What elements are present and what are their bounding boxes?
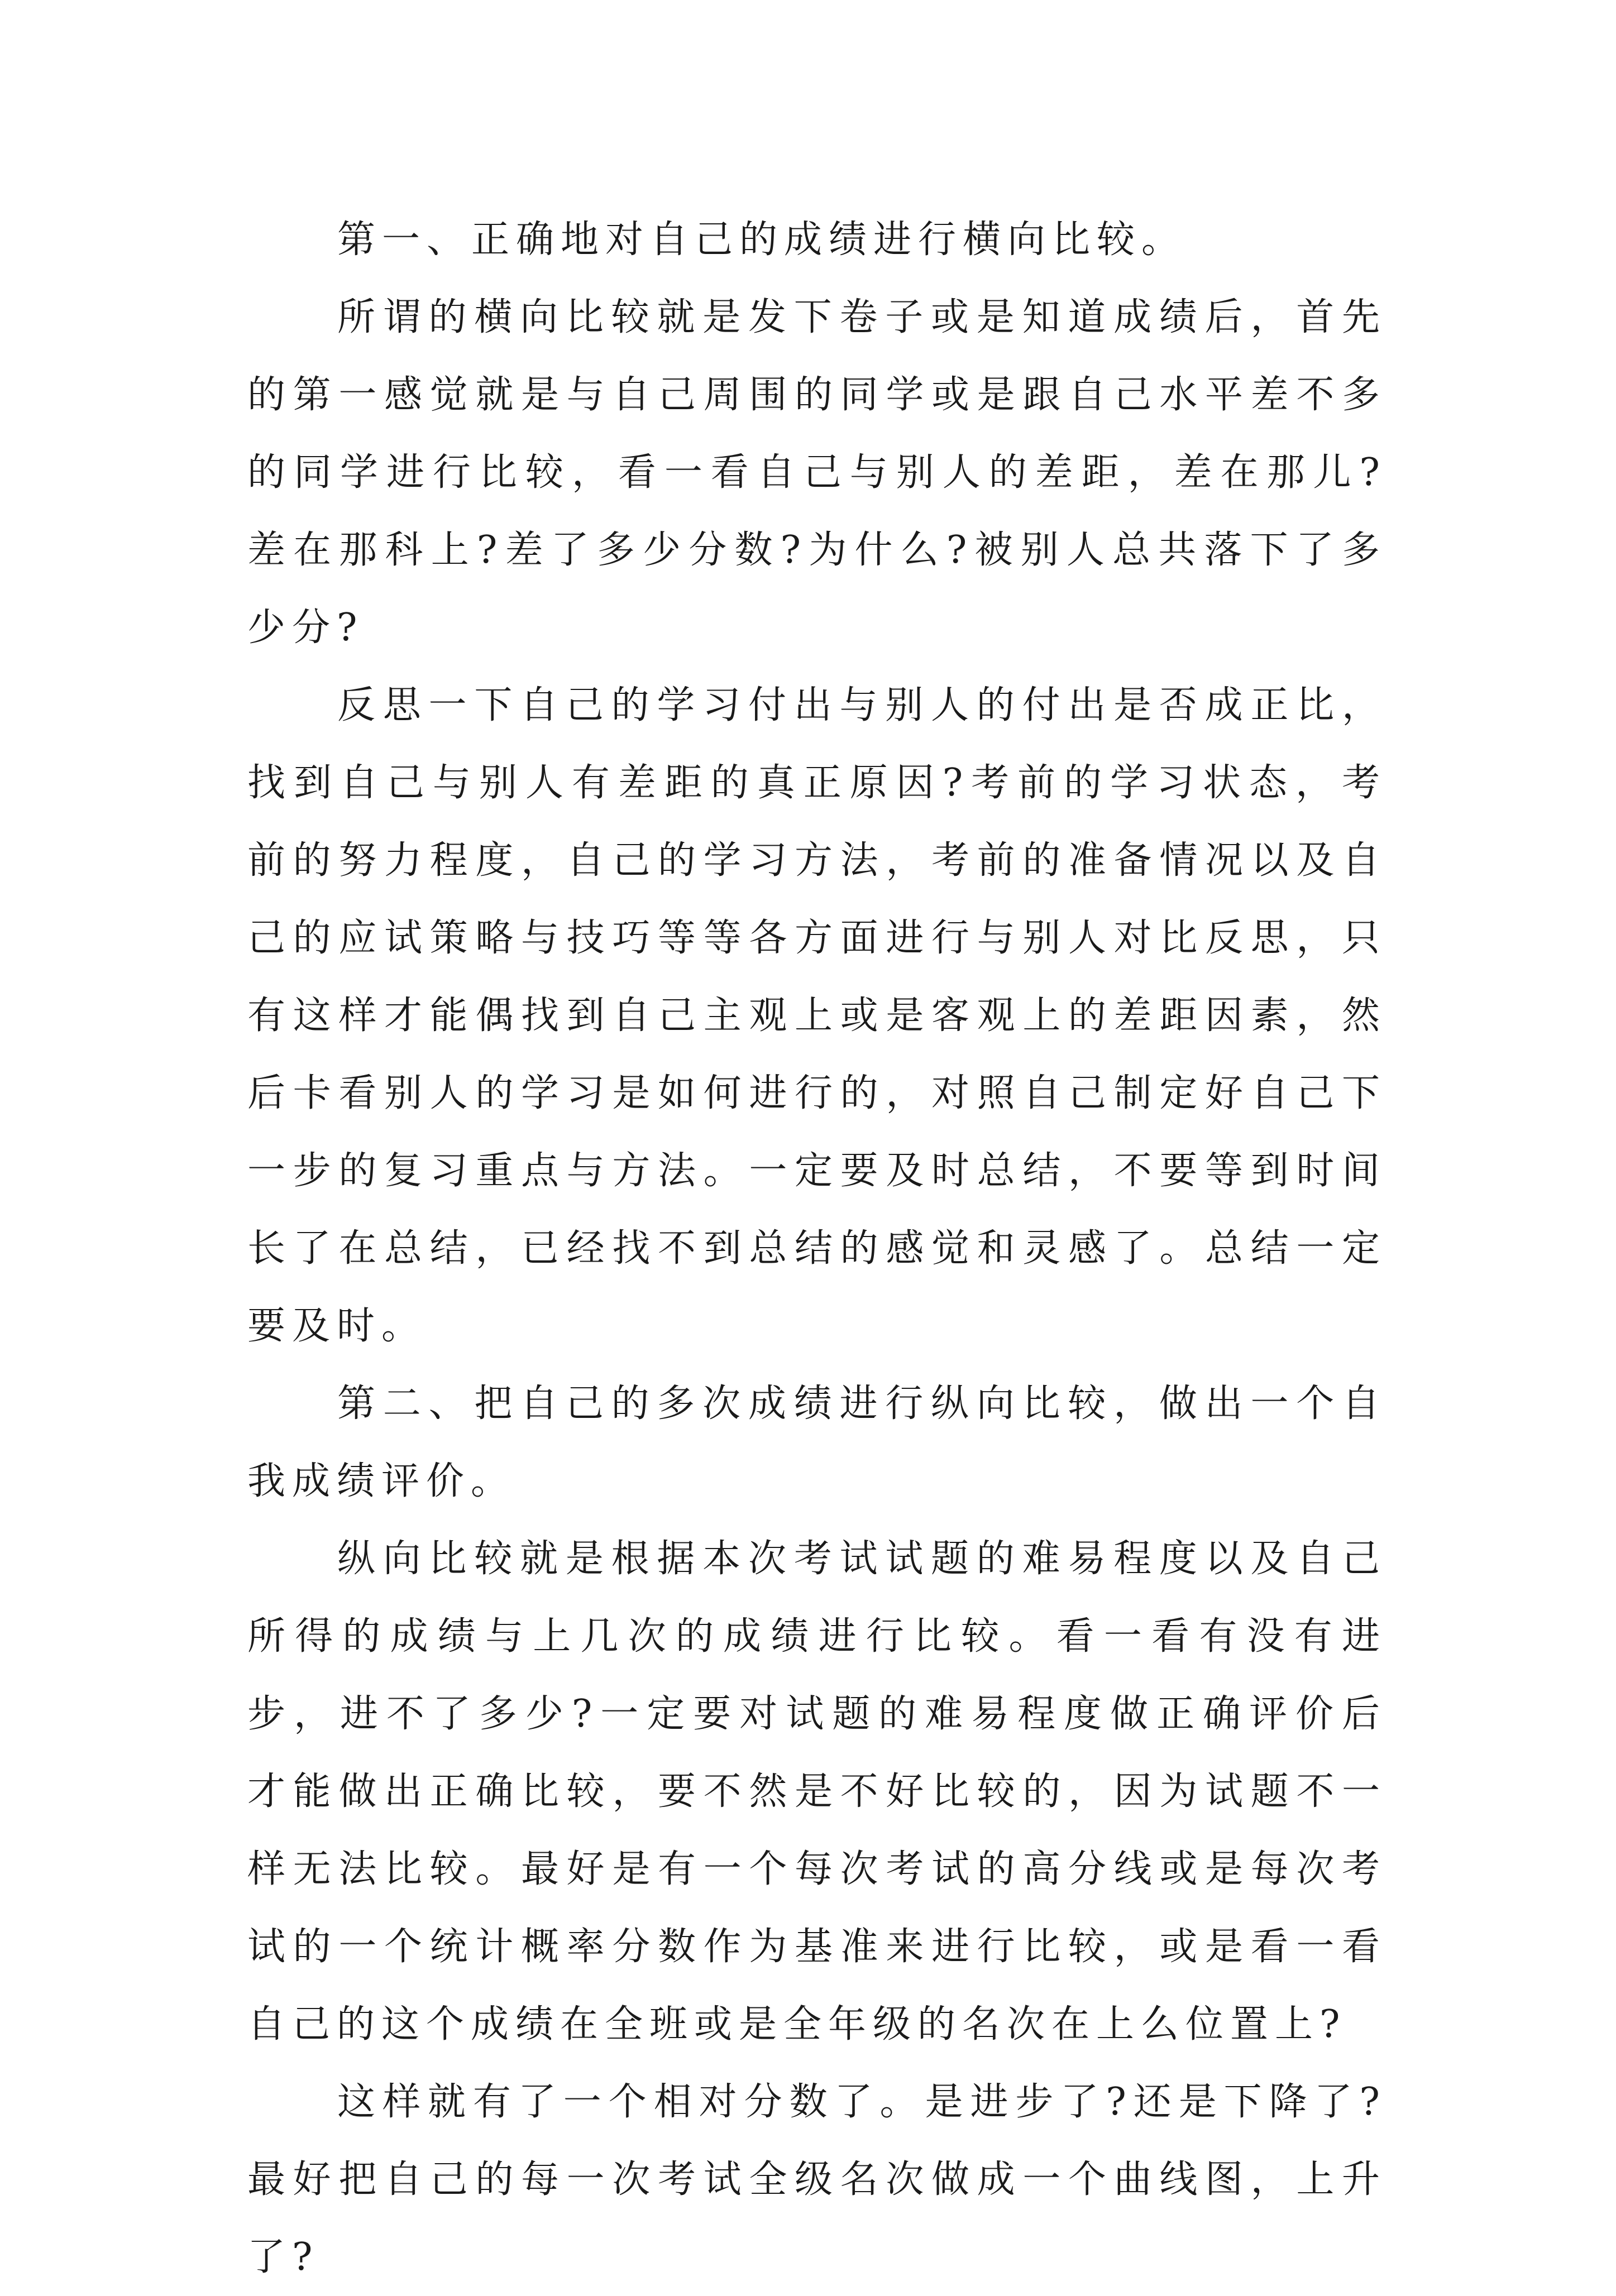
- paragraph-heading-1: 第一、正确地对自己的成绩进行横向比较。: [337, 218, 1187, 262]
- paragraph: 所谓的横向比较就是发下卷子或是知道成绩后，首先的第一感觉就是与自己周围的同学或是跟自己水平差不多的同学进行比较，看一看自己与别人的差距，差在那儿?差在那科上?差了多少分数?为什么?被别人总共落下了多少分?: [247, 295, 1386, 650]
- document-body: [247, 201, 1386, 2296]
- paragraph: 反思一下自己的学习付出与别人的付出是否成正比，找到自己与别人有差距的真正原因?考前的学习状态，考前的努力程度，自己的学习方法，考前的准备情况以及自己的应试策略与技巧等等各方面进行与别人对比反思，只有这样才能偶找到自己主观上或是客观上的差距因素，然后卡看别人的学习是如何进行的，对照自己制定好自己下一步的复习重点与方法。一定要及时总结，不要等到时间长了在总结，已经找不到总结的感觉和灵感了。总结一定要及时。: [247, 683, 1386, 1348]
- paragraph: 这样就有了一个相对分数了。是进步了?还是下降了?最好把自己的每一次考试全级名次做成一个曲线图，上升了?: [247, 2080, 1386, 2279]
- paragraph-heading-2: 第二、把自己的多次成绩进行纵向比较，做出一个自我成绩评价。: [247, 1382, 1386, 1503]
- paragraph: 纵向比较就是根据本次考试试题的难易程度以及自己所得的成绩与上几次的成绩进行比较。看一看有没有进步，进不了多少?一定要对试题的难易程度做正确评价后才能做出正确比较，要不然是不好比较的，因为试题不一样无法比较。最好是有一个每次考试的高分线或是每次考试的一个统计概率分数作为基准来进行比较，或是看一看自己的这个成绩在全班或是全年级的名次在上么位置上?: [247, 1537, 1386, 2046]
